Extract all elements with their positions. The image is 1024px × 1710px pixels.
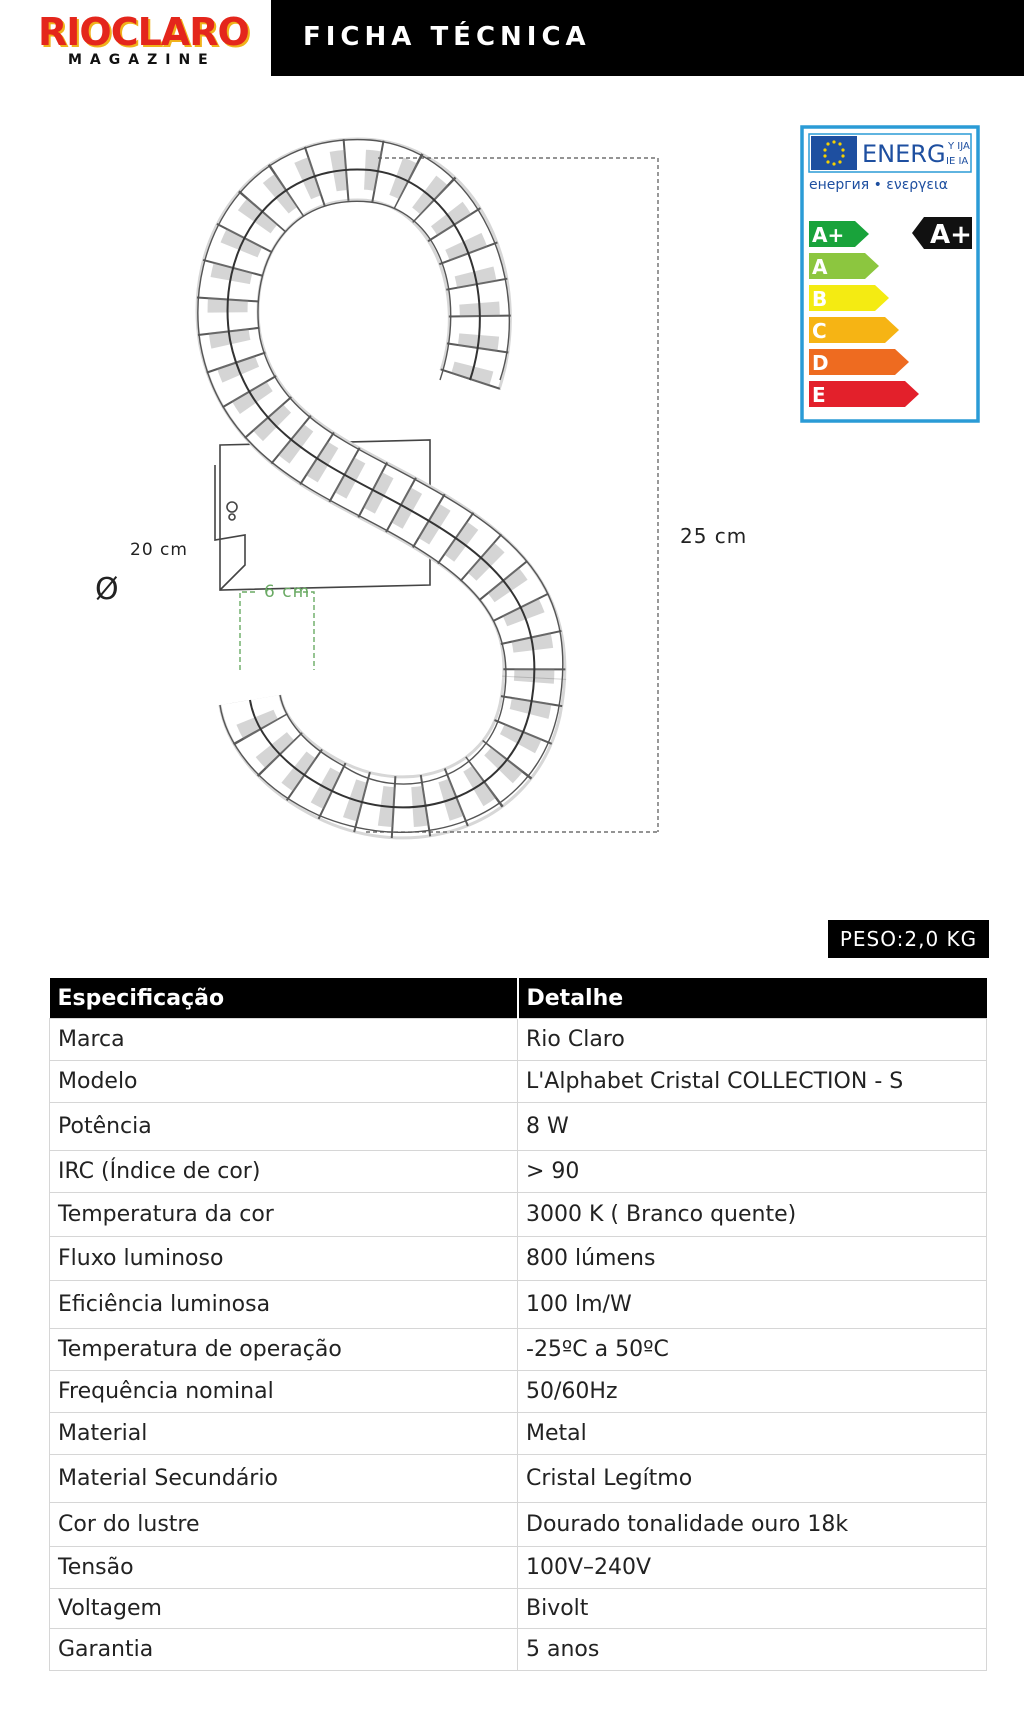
spec-value-cell: 5 anos [518, 1629, 987, 1671]
table-row [50, 1019, 987, 1061]
table-row [50, 1061, 987, 1103]
spec-name-cell: Tensão [50, 1547, 518, 1589]
table-row [50, 1547, 987, 1589]
energy-suffix-bottom: IE IA [946, 156, 969, 167]
table-row [50, 1455, 987, 1503]
table-row [50, 1193, 987, 1237]
spec-value-cell: 800 lúmens [518, 1237, 987, 1281]
spec-value-cell: Rio Claro [518, 1019, 987, 1061]
height-label: 25 cm [680, 524, 748, 548]
spec-value-cell: Bivolt [518, 1589, 987, 1629]
spec-table-header [50, 978, 987, 1019]
energy-label-graphic [800, 125, 980, 423]
spec-name-cell: Frequência nominal [50, 1371, 518, 1413]
energy-class-bar [809, 253, 879, 279]
spec-value-cell: 100V–240V [518, 1547, 987, 1589]
logo-subtitle: MAGAZINE [68, 52, 216, 68]
spec-value-cell: Cristal Legítmo [518, 1455, 987, 1503]
spec-name-cell: Material [50, 1413, 518, 1455]
table-row [50, 1237, 987, 1281]
page-header [0, 0, 1024, 76]
diameter-label: 20 cm [130, 540, 188, 560]
depth-label: 6 cm [264, 582, 311, 602]
spec-value-cell: Dourado tonalidade ouro 18k [518, 1503, 987, 1547]
spec-value-cell: 50/60Hz [518, 1371, 987, 1413]
energy-label [800, 125, 980, 423]
energy-class-bar [809, 317, 899, 343]
energy-word: ENERG [862, 140, 946, 168]
energy-class-label: C [812, 319, 827, 343]
weight-badge: PESO:2,0 KG [828, 920, 989, 958]
title-bar [271, 0, 1024, 76]
table-row [50, 1589, 987, 1629]
spec-name-cell: Potência [50, 1103, 518, 1151]
spec-table-body [50, 1019, 987, 1671]
spec-name-cell: Voltagem [50, 1589, 518, 1629]
spec-value-cell: -25ºC a 50ºC [518, 1329, 987, 1371]
spec-name-cell: IRC (Índice de cor) [50, 1151, 518, 1193]
spec-name-cell: Garantia [50, 1629, 518, 1671]
energy-class-bar [809, 285, 889, 311]
energy-class-label: A [812, 255, 828, 279]
header-detail: Detalhe [518, 978, 987, 1019]
spec-value-cell: 8 W [518, 1103, 987, 1151]
spec-name-cell: Material Secundário [50, 1455, 518, 1503]
table-row [50, 1413, 987, 1455]
spec-name-cell: Cor do lustre [50, 1503, 518, 1547]
spec-value-cell: Metal [518, 1413, 987, 1455]
energy-class-label: B [812, 287, 828, 311]
spec-value-cell: > 90 [518, 1151, 987, 1193]
spec-table [49, 978, 987, 1671]
energy-class-label: E [812, 383, 826, 407]
header-specification: Especificação [50, 978, 518, 1019]
logo-wordmark: RIOCLARO [38, 10, 249, 54]
energy-class-bar [809, 349, 909, 375]
spec-value-cell: 100 lm/W [518, 1281, 987, 1329]
energy-class-label: D [812, 351, 829, 375]
spec-value-cell: 3000 K ( Branco quente) [518, 1193, 987, 1237]
table-row [50, 1103, 987, 1151]
spec-name-cell: Temperatura da cor [50, 1193, 518, 1237]
product-drawing [80, 110, 800, 920]
energy-class-label: A+ [812, 223, 845, 247]
table-row [50, 1281, 987, 1329]
table-row [50, 1151, 987, 1193]
energy-subtitle: енергия • ενεργεια [809, 177, 948, 193]
page-title: FICHA TÉCNICA [303, 22, 591, 52]
spec-name-cell: Modelo [50, 1061, 518, 1103]
energy-rating-text: A+ [930, 220, 972, 250]
spec-name-cell: Eficiência luminosa [50, 1281, 518, 1329]
spec-name-cell: Temperatura de operação [50, 1329, 518, 1371]
table-row [50, 1503, 987, 1547]
s-lamp-illustration [80, 110, 800, 920]
spec-name-cell: Fluxo luminoso [50, 1237, 518, 1281]
energy-suffix-top: Y IJA [948, 141, 970, 152]
table-row [50, 1629, 987, 1671]
diameter-symbol: Ø [95, 572, 120, 607]
table-row [50, 1371, 987, 1413]
energy-class-bar [809, 381, 919, 407]
spec-name-cell: Marca [50, 1019, 518, 1061]
table-row [50, 1329, 987, 1371]
spec-value-cell: L'Alphabet Cristal COLLECTION - S [518, 1061, 987, 1103]
brand-logo[interactable] [38, 12, 248, 68]
